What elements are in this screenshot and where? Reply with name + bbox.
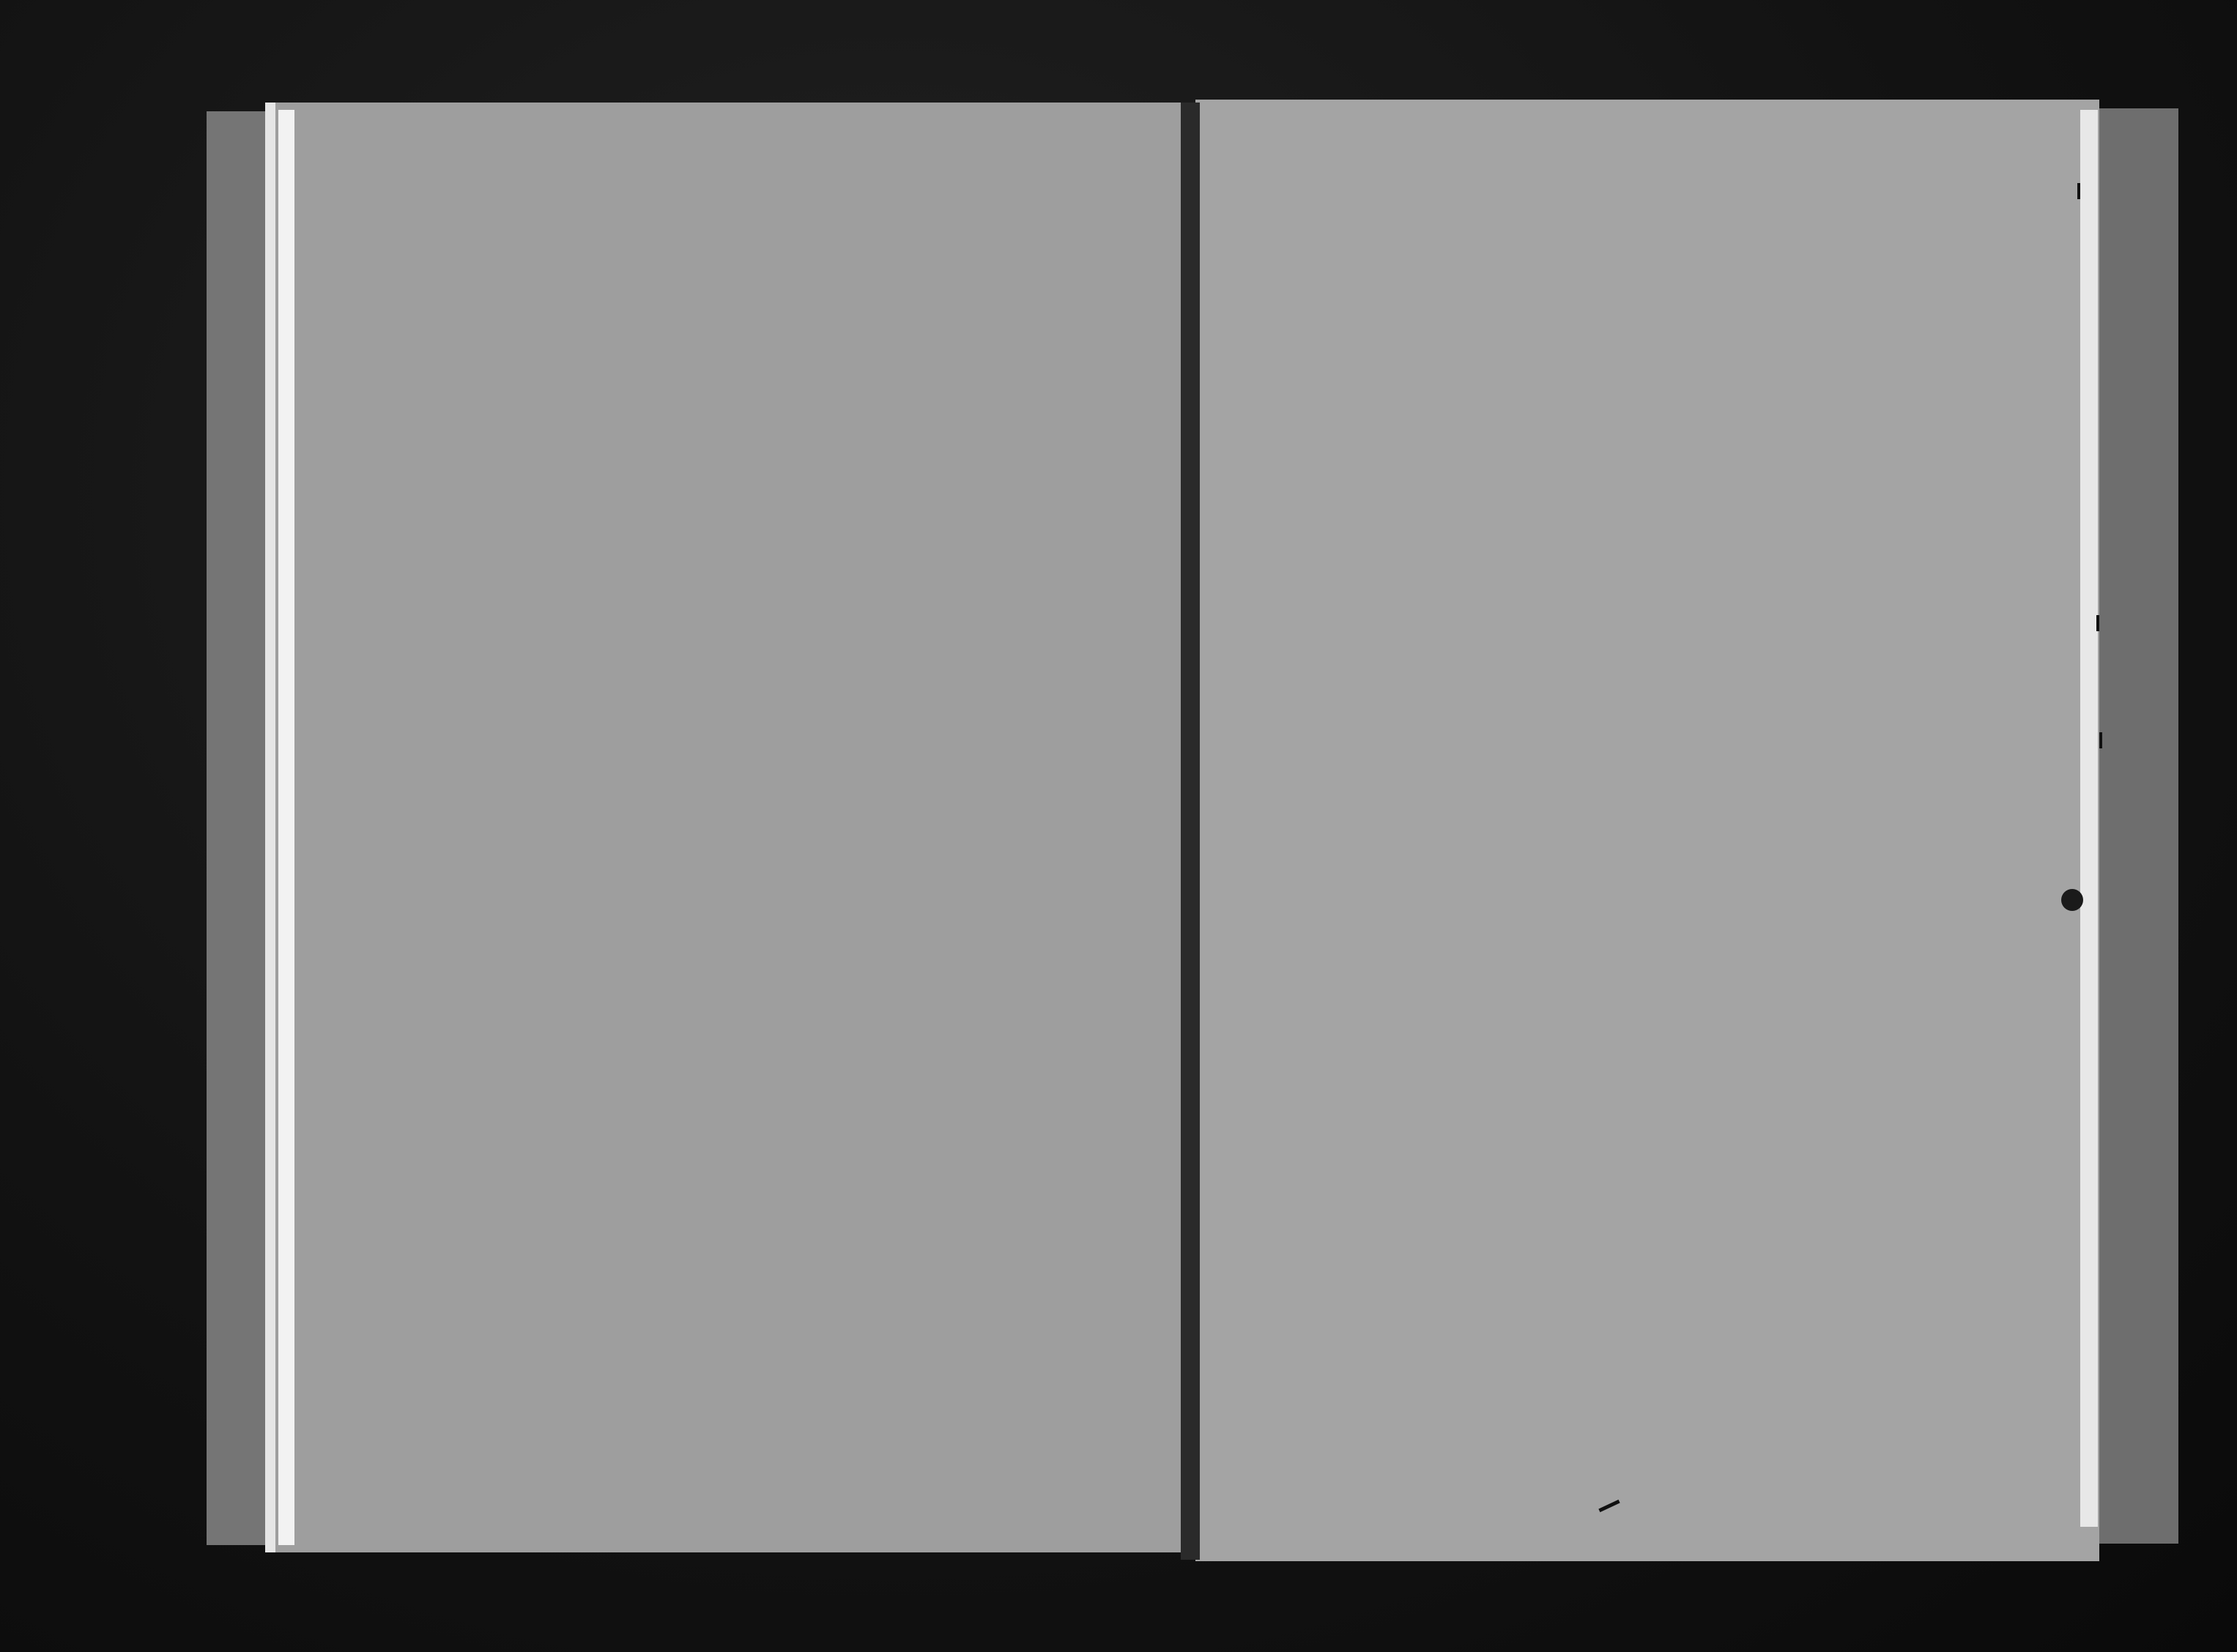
margin-mark bbox=[2077, 183, 2080, 199]
book-cover-right bbox=[2096, 108, 2178, 1544]
margin-mark bbox=[2099, 732, 2102, 748]
inventory-list bbox=[1195, 100, 2099, 1561]
left-page-edge bbox=[278, 110, 294, 1545]
margin-mark bbox=[2096, 615, 2099, 631]
blank-left-page bbox=[265, 103, 1187, 1552]
ink-blot bbox=[2061, 889, 2083, 911]
